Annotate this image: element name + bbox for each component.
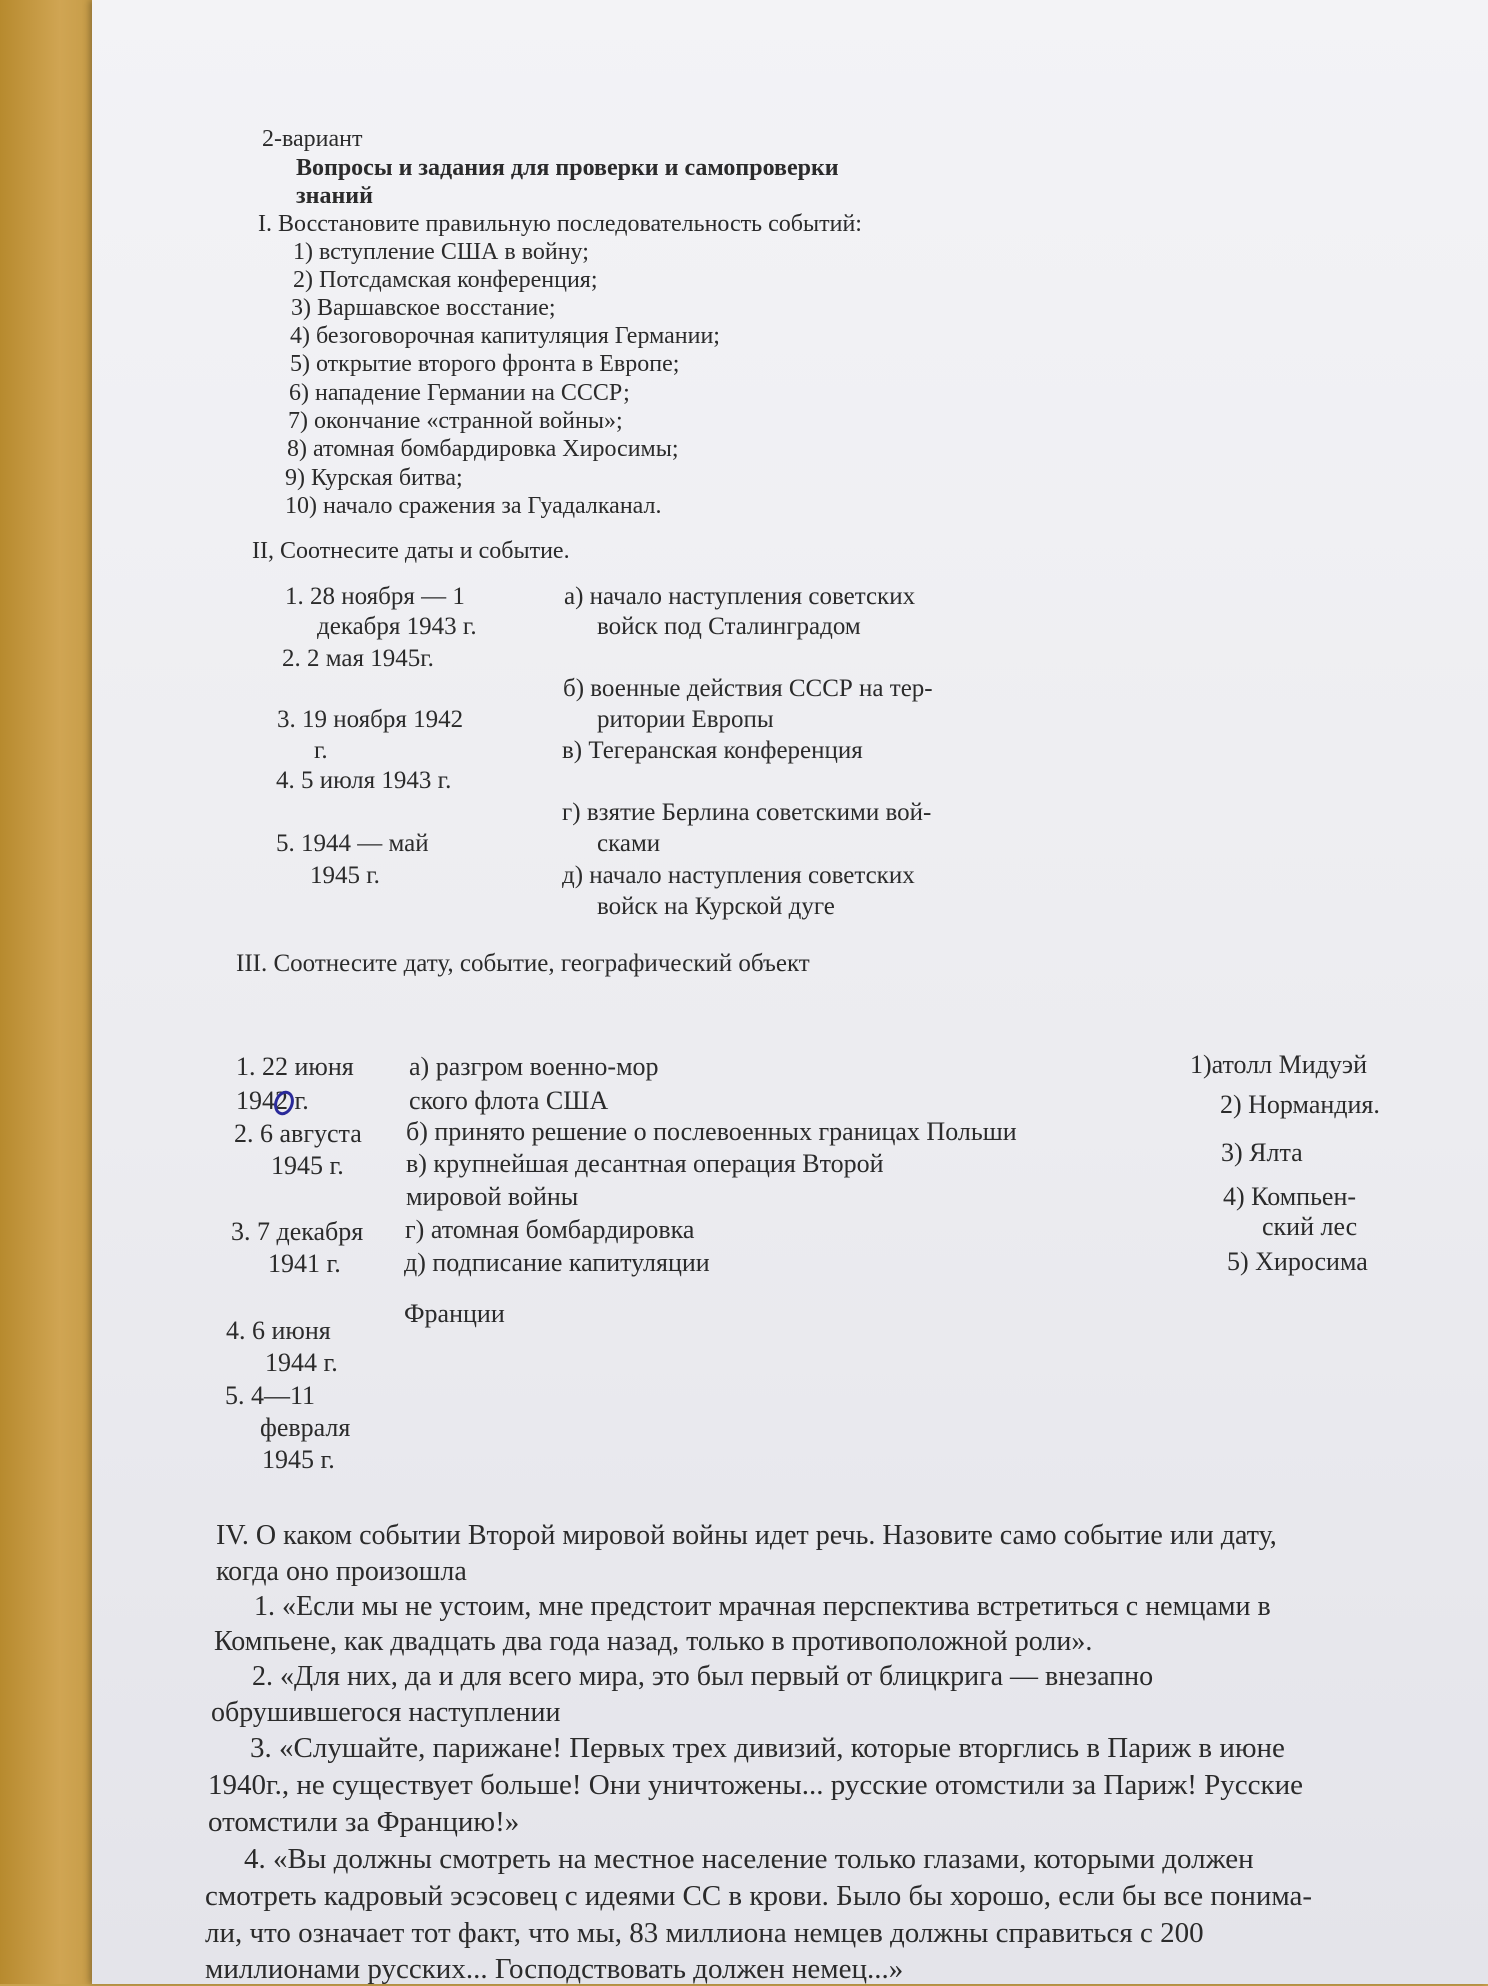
section4-line: Компьене, как двадцать два года назад, только в противоположной роли». (214, 1626, 1093, 1657)
section2-date: 2. 2 мая 1945г. (282, 645, 434, 672)
section3-date: 1945 г. (271, 1151, 344, 1180)
handwritten-correction-mark (270, 1088, 298, 1118)
section3-place: 4) Компьен- (1223, 1182, 1357, 1211)
section3-date: 2. 6 августа (234, 1119, 362, 1148)
section4-line: отомстили за Францию!» (208, 1806, 520, 1838)
section4-line: 1. «Если мы не устоим, мне предстоит мрачная перспектива встретиться с немцами в (254, 1591, 1271, 1622)
section1-item: 2) Потсдамская конференция; (293, 267, 598, 293)
section2-event: г) взятие Берлина советскими вой- (562, 799, 932, 826)
section3-heading: III. Соотнесите дату, событие, географический объект (236, 950, 810, 977)
section4-line: обрушившегося наступлении (211, 1697, 561, 1728)
section3-date: 4. 6 июня (226, 1316, 331, 1345)
section1-item: 4) безоговорочная капитуляция Германии; (290, 323, 720, 349)
section2-event: войск под Сталинградом (597, 613, 861, 640)
section2-event: в) Тегеранская конференция (562, 737, 863, 764)
section3-date: 3. 7 декабря (231, 1217, 364, 1246)
title-line-1: Вопросы и задания для проверки и самопроверки (296, 155, 839, 181)
section2-date: 1. 28 ноября — 1 (285, 583, 465, 610)
section3-date: 1944 г. (265, 1348, 338, 1377)
section3-event: а) разгром военно-мор (409, 1052, 659, 1081)
section2-event: войск на Курской дуге (597, 893, 835, 920)
section2-event: сками (597, 830, 661, 857)
section2-event: б) военные действия СССР на тер- (563, 675, 933, 702)
section3-place: 5) Хиросима (1227, 1247, 1368, 1276)
section3-date: 1945 г. (262, 1445, 335, 1474)
section3-event: г) атомная бомбардировка (405, 1215, 695, 1244)
section2-date: г. (314, 737, 328, 764)
section1-heading: I. Восстановите правильную последовательность событий: (258, 211, 862, 237)
section3-date: 1. 22 июня (236, 1052, 354, 1081)
title-line-2: знаний (296, 183, 373, 209)
section1-item: 7) окончание «странной войны»; (288, 408, 623, 434)
section3-place: 3) Ялта (1221, 1138, 1303, 1167)
section4-line: 1940г., не существует больше! Они уничтожены... русские отомстили за Париж! Русские (208, 1769, 1304, 1801)
section4-line: ли, что означает тот факт, что мы, 83 миллиона немцев должны справиться с 200 (205, 1917, 1204, 1949)
section2-date: 1945 г. (310, 862, 380, 889)
section1-item: 5) открытие второго фронта в Европе; (290, 351, 680, 377)
section1-item: 9) Курская битва; (285, 465, 463, 491)
section1-item: 6) нападение Германии на СССР; (289, 380, 630, 406)
variant-label: 2-вариант (262, 126, 363, 152)
section2-heading: II, Соотнесите даты и событие. (252, 538, 570, 564)
section4-heading-line-1: IV. О каком событии Второй мировой войны идет речь. Назовите само событие или дату, (216, 1520, 1277, 1551)
section3-event: д) подписание капитуляции (404, 1248, 710, 1277)
section2-date: декабря 1943 г. (317, 613, 477, 640)
section1-item: 8) атомная бомбардировка Хиросимы; (287, 436, 679, 462)
section3-place: ский лес (1262, 1212, 1358, 1241)
section3-place: 1)атолл Мидуэй (1190, 1050, 1367, 1079)
section2-event: а) начало наступления советских (564, 583, 916, 610)
section3-place: 2) Нормандия. (1220, 1090, 1380, 1119)
desk-surface (0, 0, 100, 1984)
section2-event: д) начало наступления советских (562, 862, 915, 889)
section2-event: ритории Европы (597, 706, 774, 733)
section3-event: ского флота США (409, 1086, 609, 1115)
section2-date: 5. 1944 — май (276, 830, 429, 857)
section3-date: 1942 г. (236, 1086, 309, 1115)
section1-item: 1) вступление США в войну; (293, 239, 589, 265)
section4-line: 2. «Для них, да и для всего мира, это был первый от блицкрига — внезапно (252, 1661, 1154, 1692)
section4-heading-line-2: когда оно произошла (216, 1556, 467, 1587)
section1-item: 10) начало сражения за Гуадалканал. (285, 493, 662, 519)
section2-date: 4. 5 июля 1943 г. (276, 767, 452, 794)
section3-event: б) принято решение о послевоенных границах Польши (406, 1117, 1017, 1146)
section4-line: 3. «Слушайте, парижане! Первых трех дивизий, которые вторглись в Париж в июне (250, 1732, 1285, 1764)
section1-item: 3) Варшавское восстание; (291, 295, 556, 321)
section4-line: миллионами русских... Господствовать должен немец...» (205, 1953, 904, 1985)
section2-date: 3. 19 ноября 1942 (277, 706, 464, 733)
section3-event: Франции (404, 1299, 505, 1328)
section4-line: смотреть кадровый эсэсовец с идеями СС в крови. Было бы хорошо, если бы все понима- (205, 1880, 1313, 1912)
section4-line: 4. «Вы должны смотреть на местное население только глазами, которыми должен (244, 1843, 1254, 1875)
section3-event: в) крупнейшая десантная операция Второй (406, 1149, 884, 1178)
section3-event: мировой войны (406, 1182, 579, 1211)
section3-date: февраля (260, 1413, 351, 1442)
section3-date: 1941 г. (268, 1249, 341, 1278)
section3-date: 5. 4—11 (225, 1381, 316, 1410)
